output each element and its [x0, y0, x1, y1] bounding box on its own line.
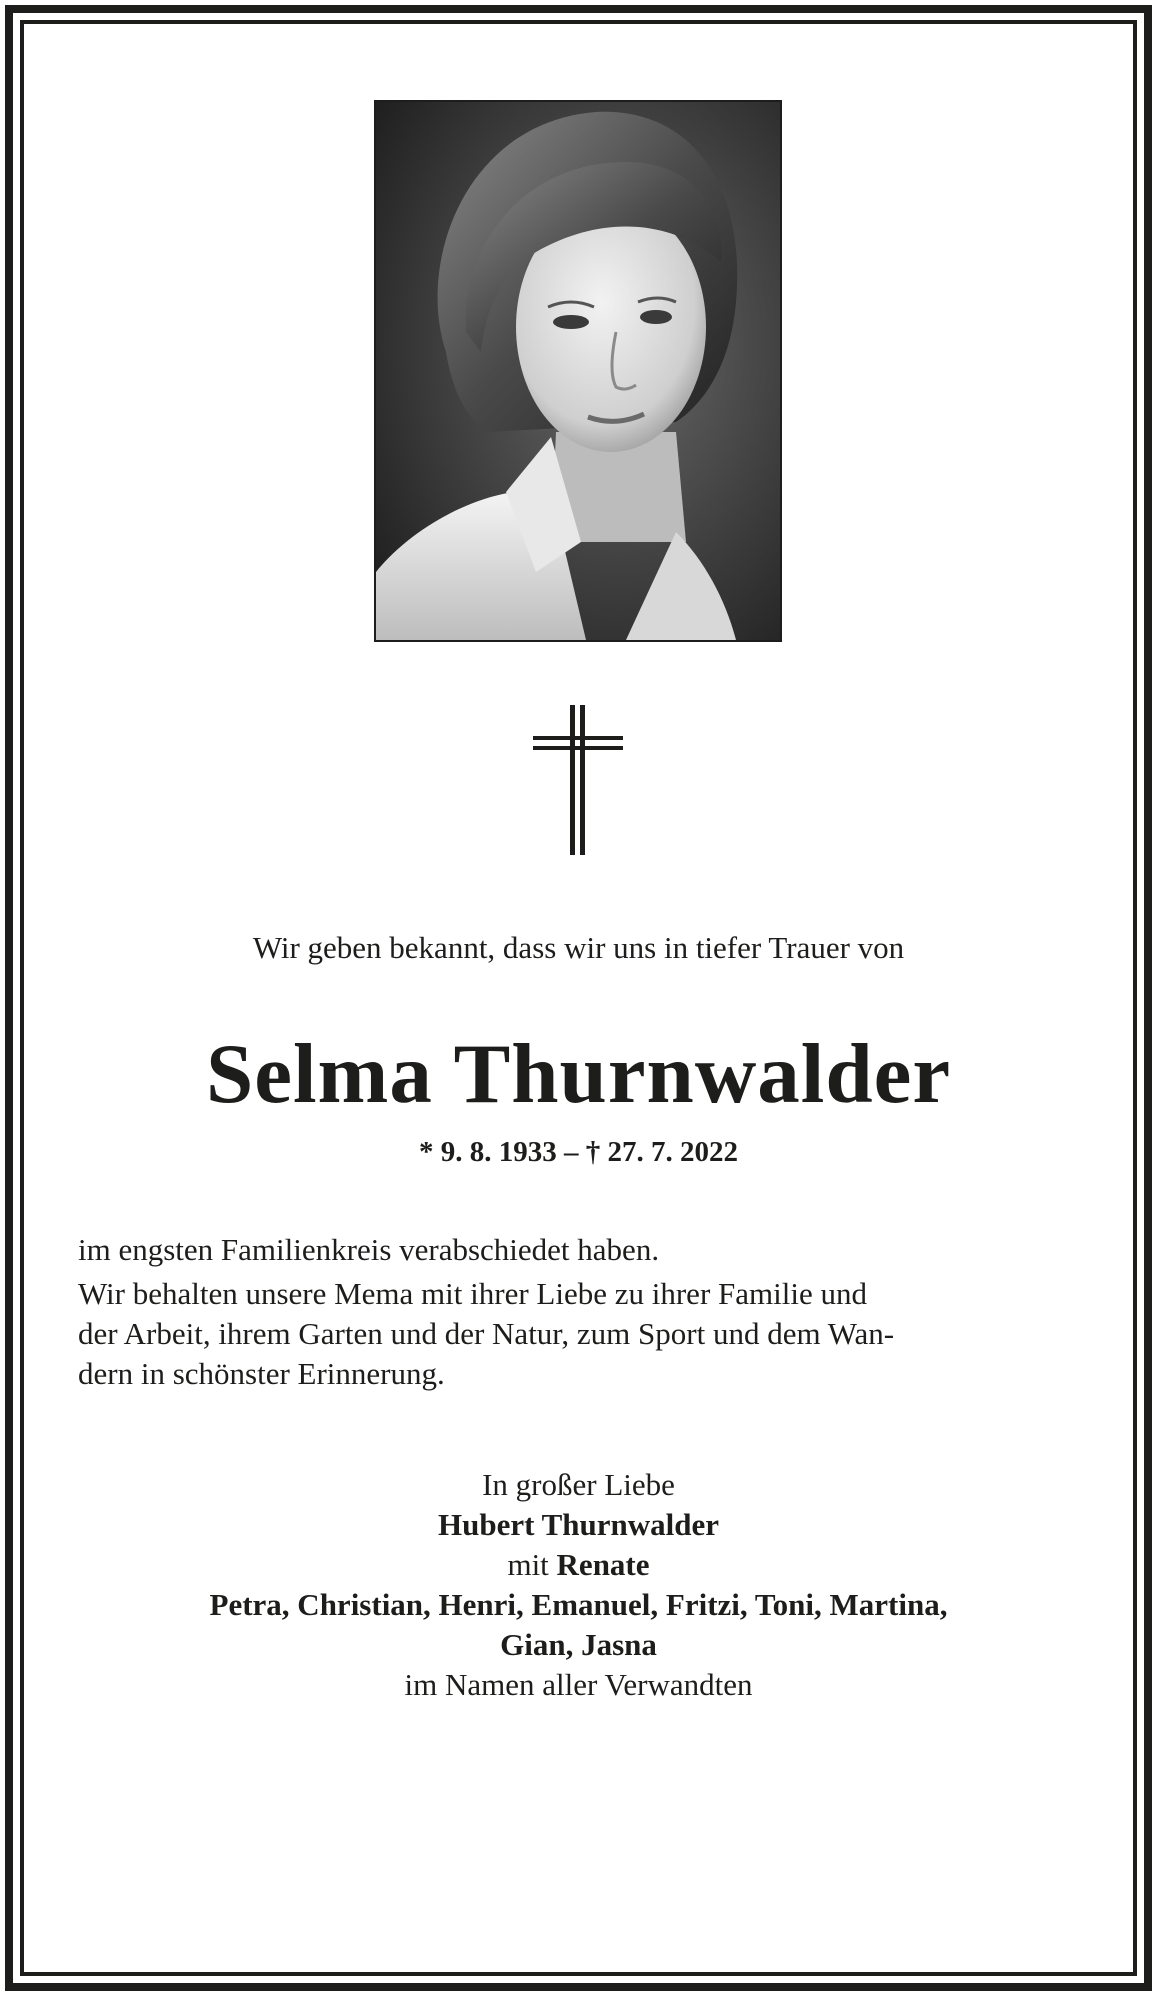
with-line	[78, 1545, 1079, 1585]
family-names-line: Petra, Christian, Henri, Emanuel, Fritzi, Toni, Martina,	[209, 1587, 948, 1622]
portrait-image	[376, 102, 780, 640]
body-paragraph-2	[78, 1274, 1079, 1394]
body-paragraph-1: im engsten Familienkreis verabschiedet haben.	[78, 1232, 660, 1267]
portrait-photo	[374, 100, 782, 642]
with-prefix: mit	[507, 1547, 549, 1582]
primary-mourner: Hubert Thurnwalder	[437, 1507, 720, 1542]
life-dates: * 9. 8. 1933 – † 27. 7. 2022	[419, 1136, 738, 1168]
family-names-line: Gian, Jasna	[500, 1627, 657, 1662]
body-paragraph-2-line: dern in schönster Erinnerung.	[78, 1356, 445, 1391]
cross-icon	[533, 705, 623, 855]
body-text	[78, 1230, 1079, 1394]
announcement-intro: Wir geben bekannt, dass wir uns in tiefer Trauer von	[252, 930, 905, 965]
signature-block	[78, 1465, 1079, 1705]
body-paragraph-2-line: Wir behalten unsere Mema mit ihrer Liebe zu ihrer Familie und	[78, 1276, 867, 1311]
with-name: Renate	[556, 1547, 650, 1582]
relatives-line: im Namen aller Verwandten	[404, 1667, 753, 1702]
body-paragraph-2-line: der Arbeit, ihrem Garten und der Natur, zum Sport und dem Wan-	[78, 1316, 895, 1351]
double-line-cross-icon	[533, 705, 623, 855]
deceased-name: Selma Thurnwalder	[205, 1027, 952, 1121]
closing-greeting: In großer Liebe	[482, 1467, 675, 1502]
